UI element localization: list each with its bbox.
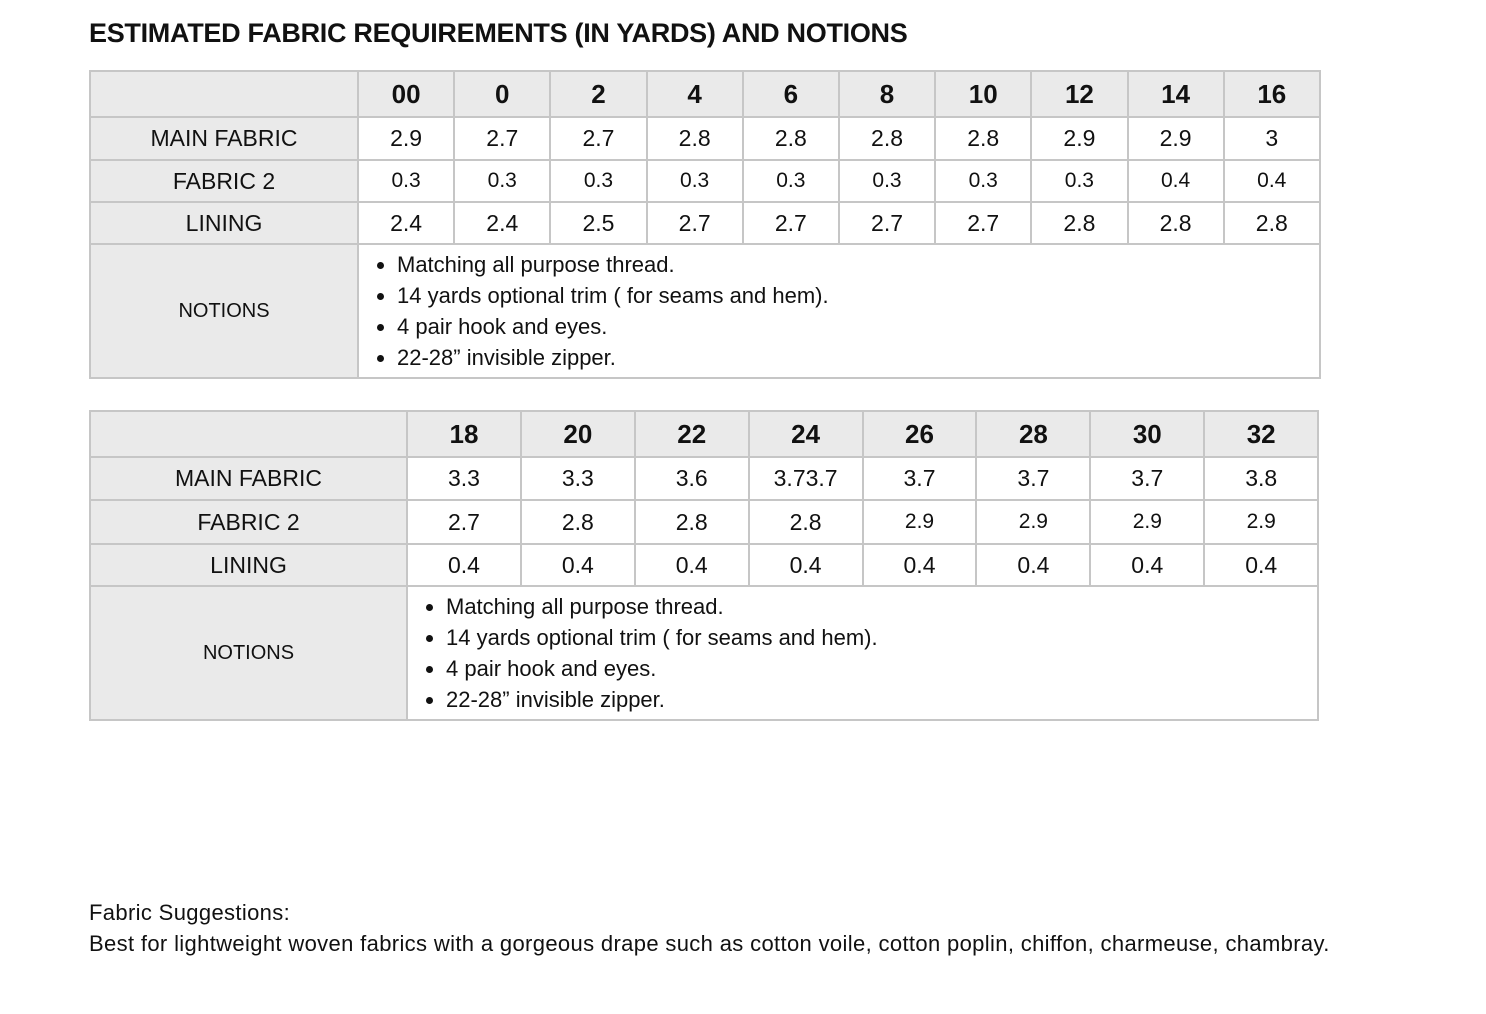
yardage-cell: 0.4	[407, 544, 521, 586]
size-header: 20	[521, 411, 635, 457]
yardage-cell: 2.8	[1128, 202, 1224, 244]
yardage-cell: 2.9	[976, 500, 1090, 544]
notions-row	[90, 586, 1318, 720]
yardage-cell: 2.5	[550, 202, 646, 244]
yardage-cell: 0.3	[454, 160, 550, 202]
notion-item: • 4 pair hook and eyes.	[446, 653, 1317, 684]
size-header: 0	[454, 71, 550, 117]
main-fabric-row	[90, 457, 1318, 500]
notion-item: • Matching all purpose thread.	[397, 249, 1319, 280]
yardage-cell: 2.7	[839, 202, 935, 244]
size-header: 10	[935, 71, 1031, 117]
yardage-cell: 0.4	[749, 544, 863, 586]
yardage-cell: 2.8	[743, 117, 839, 160]
notion-item: • Matching all purpose thread.	[446, 591, 1317, 622]
yardage-cell: 2.7	[550, 117, 646, 160]
yardage-cell: 0.3	[935, 160, 1031, 202]
fabric-2-row	[90, 500, 1318, 544]
size-header: 32	[1204, 411, 1318, 457]
size-header: 6	[743, 71, 839, 117]
yardage-cell: 0.4	[1224, 160, 1320, 202]
yardage-cell: 2.4	[358, 202, 454, 244]
size-header: 18	[407, 411, 521, 457]
yardage-cell: 2.8	[839, 117, 935, 160]
yardage-cell: 3.3	[407, 457, 521, 500]
fabric-suggestions	[89, 897, 1330, 959]
yardage-cell: 0.4	[521, 544, 635, 586]
yardage-cell: 3.7	[976, 457, 1090, 500]
main-fabric-row	[90, 117, 1320, 160]
yardage-cell: 2.9	[1090, 500, 1204, 544]
yardage-cell: 0.4	[1204, 544, 1318, 586]
size-header: 4	[647, 71, 743, 117]
row-label: LINING	[90, 544, 407, 586]
yardage-cell: 2.7	[935, 202, 1031, 244]
yardage-cell: 3.7	[1090, 457, 1204, 500]
size-header: 28	[976, 411, 1090, 457]
yardage-cell: 0.4	[635, 544, 749, 586]
yardage-cell: 0.4	[976, 544, 1090, 586]
notion-item: • 14 yards optional trim ( for seams and hem).	[446, 622, 1317, 653]
yardage-cell: 2.8	[1224, 202, 1320, 244]
size-header: 14	[1128, 71, 1224, 117]
size-header: 8	[839, 71, 935, 117]
yardage-cell: 2.8	[635, 500, 749, 544]
row-label: LINING	[90, 202, 358, 244]
yardage-cell: 3	[1224, 117, 1320, 160]
yardage-cell: 2.7	[647, 202, 743, 244]
suggestions-text: Best for lightweight woven fabrics with a gorgeous drape such as cotton voile, cotton poplin, chiffon, charmeuse, chambray.	[89, 931, 1330, 956]
yardage-cell: 0.3	[550, 160, 646, 202]
yardage-cell: 2.8	[1031, 202, 1127, 244]
header-corner	[90, 71, 358, 117]
notions-list	[408, 587, 1317, 719]
yardage-cell: 3.73.7	[749, 457, 863, 500]
row-label: FABRIC 2	[90, 500, 407, 544]
yardage-cell: 2.8	[749, 500, 863, 544]
yardage-cell: 2.8	[935, 117, 1031, 160]
yardage-cell: 3.8	[1204, 457, 1318, 500]
yardage-cell: 2.9	[1128, 117, 1224, 160]
yardage-cell: 2.9	[863, 500, 977, 544]
size-header: 12	[1031, 71, 1127, 117]
yardage-cell: 2.7	[743, 202, 839, 244]
size-header: 16	[1224, 71, 1320, 117]
fabric-2-row	[90, 160, 1320, 202]
yardage-cell: 2.4	[454, 202, 550, 244]
notion-item: • 14 yards optional trim ( for seams and hem).	[397, 280, 1319, 311]
lining-row	[90, 544, 1318, 586]
notions-row	[90, 244, 1320, 378]
notion-item: • 22-28” invisible zipper.	[397, 342, 1319, 373]
yardage-cell: 2.9	[358, 117, 454, 160]
lining-row	[90, 202, 1320, 244]
yardage-cell: 3.6	[635, 457, 749, 500]
yardage-cell: 0.3	[839, 160, 935, 202]
yardage-cell: 2.7	[454, 117, 550, 160]
notion-item: • 22-28” invisible zipper.	[446, 684, 1317, 715]
yardage-cell: 0.4	[863, 544, 977, 586]
yardage-cell: 2.8	[521, 500, 635, 544]
header-corner	[90, 411, 407, 457]
row-label: MAIN FABRIC	[90, 457, 407, 500]
notion-item: • 4 pair hook and eyes.	[397, 311, 1319, 342]
row-label: FABRIC 2	[90, 160, 358, 202]
size-header-row	[90, 411, 1318, 457]
size-header: 2	[550, 71, 646, 117]
yardage-cell: 2.7	[407, 500, 521, 544]
yardage-cell: 2.9	[1031, 117, 1127, 160]
notions-label: NOTIONS	[90, 586, 407, 720]
notions-list	[359, 245, 1319, 377]
yardage-cell: 0.3	[743, 160, 839, 202]
yardage-cell: 3.7	[863, 457, 977, 500]
size-header: 22	[635, 411, 749, 457]
yardage-cell: 3.3	[521, 457, 635, 500]
fabric-table-small-sizes	[89, 70, 1321, 379]
fabric-table-large-sizes	[89, 410, 1319, 721]
yardage-cell: 2.8	[647, 117, 743, 160]
page-title: ESTIMATED FABRIC REQUIREMENTS (IN YARDS) AND NOTIONS	[89, 18, 908, 48]
yardage-cell: 0.3	[647, 160, 743, 202]
yardage-cell: 0.3	[358, 160, 454, 202]
yardage-cell: 0.3	[1031, 160, 1127, 202]
size-header: 26	[863, 411, 977, 457]
size-header: 30	[1090, 411, 1204, 457]
yardage-cell: 0.4	[1090, 544, 1204, 586]
notions-label: NOTIONS	[90, 244, 358, 378]
yardage-cell: 2.9	[1204, 500, 1318, 544]
size-header: 00	[358, 71, 454, 117]
size-header: 24	[749, 411, 863, 457]
suggestions-heading: Fabric Suggestions:	[89, 900, 291, 925]
notions-list-cell	[407, 586, 1318, 720]
notions-list-cell	[358, 244, 1320, 378]
row-label: MAIN FABRIC	[90, 117, 358, 160]
yardage-cell: 0.4	[1128, 160, 1224, 202]
size-header-row	[90, 71, 1320, 117]
